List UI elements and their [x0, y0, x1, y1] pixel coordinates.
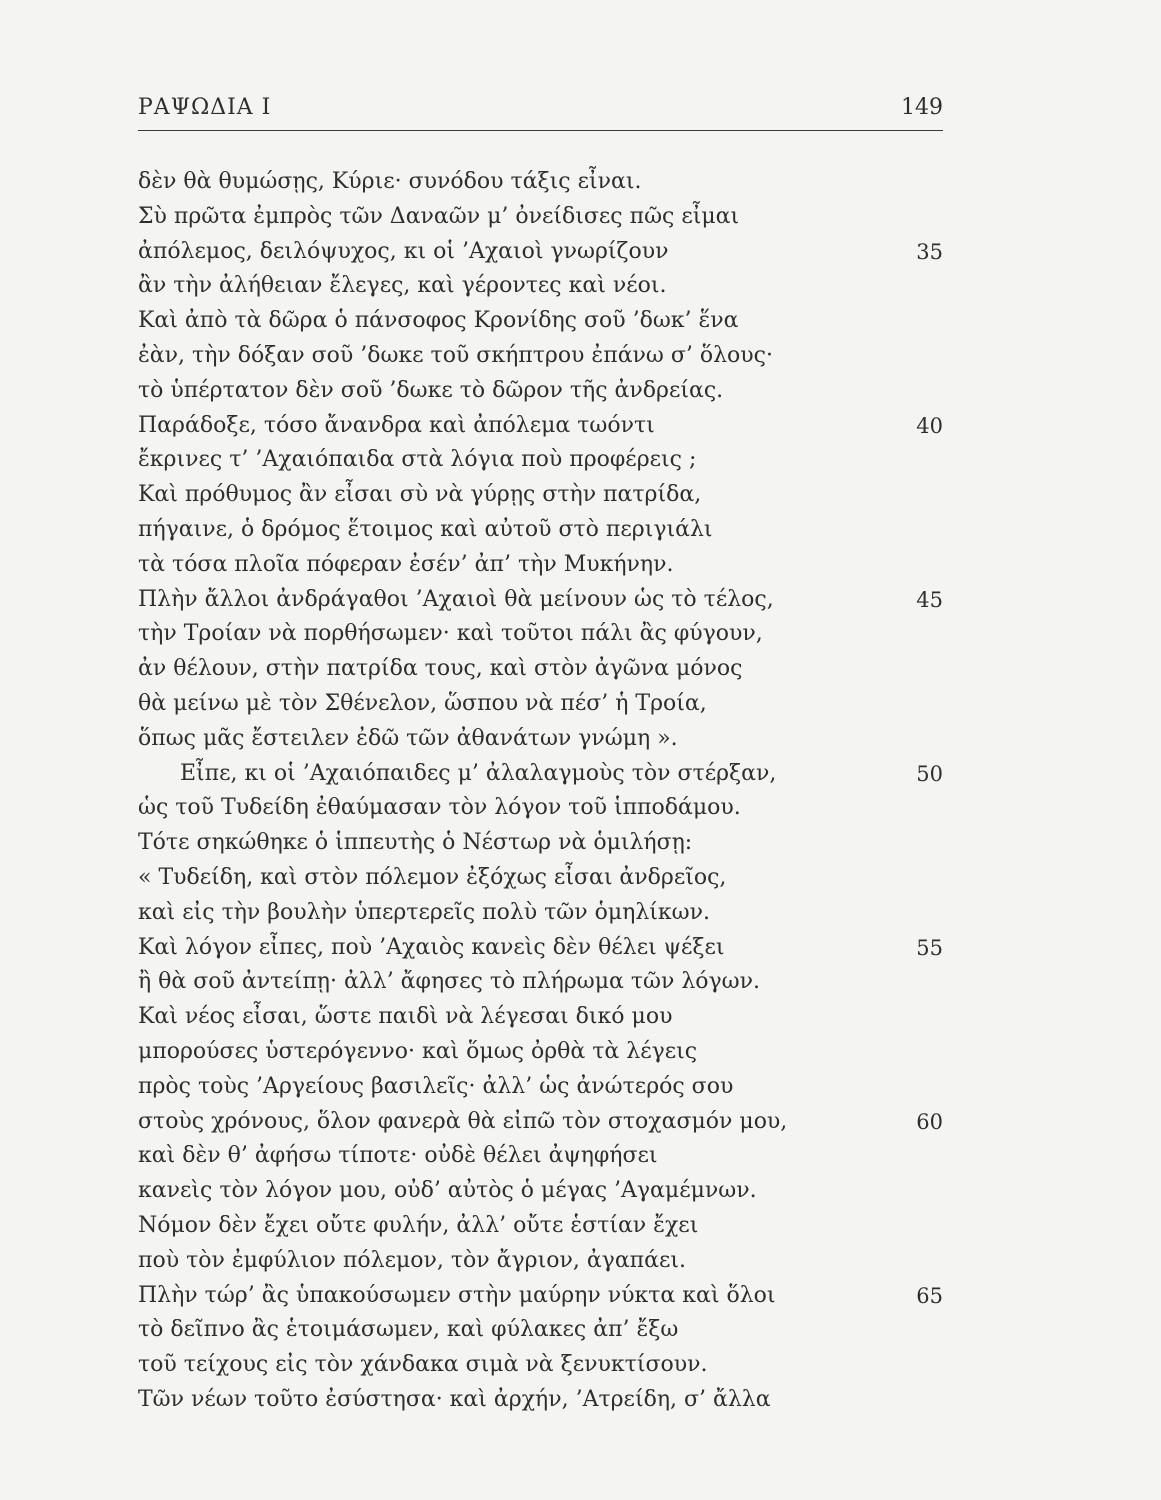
verse-text: καὶ εἰς τὴν βουλὴν ὑπερτερεῖς πολὺ τῶν ὁμηλίκων.	[138, 899, 710, 925]
verse-text: ἐὰν, τὴν δόξαν σοῦ ’δωκε τοῦ σκήπτρου ἐπάνω σ’ ὅλους·	[138, 342, 773, 368]
verse-line	[138, 1383, 943, 1418]
verse-line	[138, 826, 943, 861]
verse-text: ἢ θὰ σοῦ ἀντείπῃ· ἀλλ’ ἄφησες τὸ πλήρωμα τῶν λόγων.	[138, 969, 760, 995]
verse-text: τὴν Τροίαν νὰ πορθήσωμεν· καὶ τοῦτοι πάλι ἂς φύγουν,	[138, 621, 763, 647]
verse-text: τὰ τόσα πλοῖα πόφεραν ἐσέν’ ἀπ’ τὴν Μυκήνην.	[138, 551, 674, 577]
verse-line	[138, 1174, 943, 1209]
verse-text: τοῦ τείχους εἰς τὸν χάνδακα σιμὰ νὰ ξενυκτίσουν.	[138, 1352, 708, 1378]
verse-line	[138, 791, 943, 826]
verse-line	[138, 1035, 943, 1070]
verse-text: Καὶ λόγον εἶπες, ποὺ ’Αχαιὸς κανεὶς δὲν θέλει ψέξει	[138, 934, 725, 960]
verse-text: Τότε σηκώθηκε ὁ ἱππευτὴς ὁ Νέστωρ νὰ ὁμιλήσῃ:	[138, 830, 693, 856]
verse-line	[138, 757, 943, 792]
verse-line	[138, 1279, 943, 1314]
verse-text: Παράδοξε, τόσο ἄνανδρα καὶ ἀπόλεμα τωόντι	[138, 412, 655, 438]
verse-text: Εἶπε, κι οἱ ’Αχαιόπαιδες μ’ ἀλαλαγμοὺς τὸν στέρξαν,	[180, 760, 777, 786]
verse-number: 35	[916, 239, 943, 264]
verse-line	[138, 200, 943, 235]
verse-text: Νόμον δὲν ἔχει οὔτε φυλήν, ἀλλ’ οὔτε ἑστίαν ἔχει	[138, 1212, 699, 1238]
verse-text: τὸ δεῖπνο ἂς ἑτοιμάσωμεν, καὶ φύλακες ἀπ’ ἔξω	[138, 1317, 679, 1343]
verse-line	[138, 165, 943, 200]
verse-text: Πλὴν ἄλλοι ἀνδράγαθοι ’Αχαιοὶ θὰ μείνουν ὡς τὸ τέλος,	[138, 586, 774, 612]
verse-line	[138, 443, 943, 478]
verse-line	[138, 1000, 943, 1035]
verse-text: στοὺς χρόνους, ὅλον φανερὰ θὰ εἰπῶ τὸν στοχασμόν μου,	[138, 1108, 788, 1134]
verse-text: ἀν θέλουν, στὴν πατρίδα τους, καὶ στὸν ἀγῶνα μόνος	[138, 656, 743, 682]
verse-text: ποὺ τὸν ἐμφύλιον πόλεμον, τὸν ἄγριον, ἀγαπάει.	[138, 1247, 687, 1273]
verse-text: ἂν τὴν ἀλήθειαν ἔλεγες, καὶ γέροντες καὶ νέοι.	[138, 273, 667, 299]
verse-line	[138, 687, 943, 722]
verse-line	[138, 1244, 943, 1279]
verse-text: κανεὶς τὸν λόγον μου, οὐδ’ αὐτὸς ὁ μέγας ’Αγαμέμνων.	[138, 1178, 757, 1204]
verse-line	[138, 374, 943, 409]
verse-number: 60	[916, 1109, 943, 1134]
verse-text: Καὶ νέος εἶσαι, ὥστε παιδὶ νὰ λέγεσαι δικό μου	[138, 1004, 673, 1030]
verse-text: Καὶ ἀπὸ τὰ δῶρα ὁ πάνσοφος Κρονίδης σοῦ ’δωκ’ ἕνα	[138, 308, 739, 334]
header-rule	[138, 130, 943, 131]
verse-line	[138, 652, 943, 687]
verse-text: Τῶν νέων τοῦτο ἐσύστησα· καὶ ἀρχήν, ’Ατρείδη, σ’ ἄλλα	[138, 1386, 771, 1412]
verse-line	[138, 1070, 943, 1105]
verse-number: 50	[916, 761, 943, 786]
verse-line	[138, 896, 943, 931]
verse-line	[138, 1348, 943, 1383]
verse-text: Σὺ πρῶτα ἐμπρὸς τῶν Δαναῶν μ’ ὀνείδισες πῶς εἶμαι	[138, 203, 740, 229]
verse-line	[138, 304, 943, 339]
verse-number: 40	[916, 413, 943, 438]
verse-text: Καὶ πρόθυμος ἂν εἶσαι σὺ νὰ γύρῃς στὴν πατρίδα,	[138, 482, 702, 508]
verse-line	[138, 339, 943, 374]
verse-block	[138, 165, 943, 1418]
verse-text: πήγαινε, ὁ δρόμος ἕτοιμος καὶ αὐτοῦ στὸ περιγιάλι	[138, 516, 713, 542]
verse-line	[138, 269, 943, 304]
verse-line	[138, 722, 943, 757]
running-head	[138, 95, 943, 127]
verse-line	[138, 513, 943, 548]
verse-line	[138, 617, 943, 652]
verse-text: καὶ δὲν θ’ ἀφήσω τίποτε· οὐδὲ θέλει ἀψηφήσει	[138, 1143, 658, 1169]
verse-text: μπορούσες ὑστερόγεννο· καὶ ὅμως ὀρθὰ τὰ λέγεις	[138, 1038, 698, 1064]
verse-text: τὸ ὑπέρτατον δὲν σοῦ ’δωκε τὸ δῶρον τῆς ἀνδρείας.	[138, 377, 724, 403]
verse-line	[138, 1105, 943, 1140]
verse-text: θὰ μείνω μὲ τὸν Σθένελον, ὥσπου νὰ πέσ’ ἡ Τροία,	[138, 690, 707, 716]
verse-text: δὲν θὰ θυμώσῃς, Κύριε· συνόδου τάξις εἶναι.	[138, 169, 642, 194]
verse-line	[138, 861, 943, 896]
verse-text: πρὸς τοὺς ’Αργείους βασιλεῖς· ἀλλ’ ὡς ἀνώτερός σου	[138, 1073, 734, 1099]
verse-line	[138, 1209, 943, 1244]
verse-line	[138, 409, 943, 444]
verse-line	[138, 235, 943, 270]
verse-line	[138, 548, 943, 583]
verse-text: « Τυδείδη, καὶ στὸν πόλεμον ἐξόχως εἶσαι ἀνδρεῖος,	[138, 864, 727, 890]
verse-line	[138, 1313, 943, 1348]
verse-number: 55	[916, 935, 943, 960]
verse-text: Πλὴν τώρ’ ἂς ὑπακούσωμεν στὴν μαύρην νύκτα καὶ ὅλοι	[138, 1282, 776, 1308]
verse-line	[138, 583, 943, 618]
verse-number: 45	[916, 587, 943, 612]
verse-text: ἔκρινες τ’ ’Αχαιόπαιδα στὰ λόγια ποὺ προφέρεις ;	[138, 447, 697, 473]
verse-text: ἀπόλεμος, δειλόψυχος, κι οἱ ’Αχαιοὶ γνωρίζουν	[138, 238, 669, 264]
verse-line	[138, 1139, 943, 1174]
verse-line	[138, 931, 943, 966]
verse-text: ὅπως μᾶς ἔστειλεν ἐδῶ τῶν ἀθανάτων γνώμη ».	[138, 725, 678, 751]
verse-line	[138, 965, 943, 1000]
verse-text: ὡς τοῦ Τυδείδη ἐθαύμασαν τὸν λόγον τοῦ ἱπποδάμου.	[138, 795, 741, 821]
running-title: ΡΑΨΩΔΙΑ Ι	[138, 95, 272, 120]
verse-number: 65	[916, 1283, 943, 1308]
verse-line	[138, 478, 943, 513]
page-number: 149	[901, 95, 943, 120]
